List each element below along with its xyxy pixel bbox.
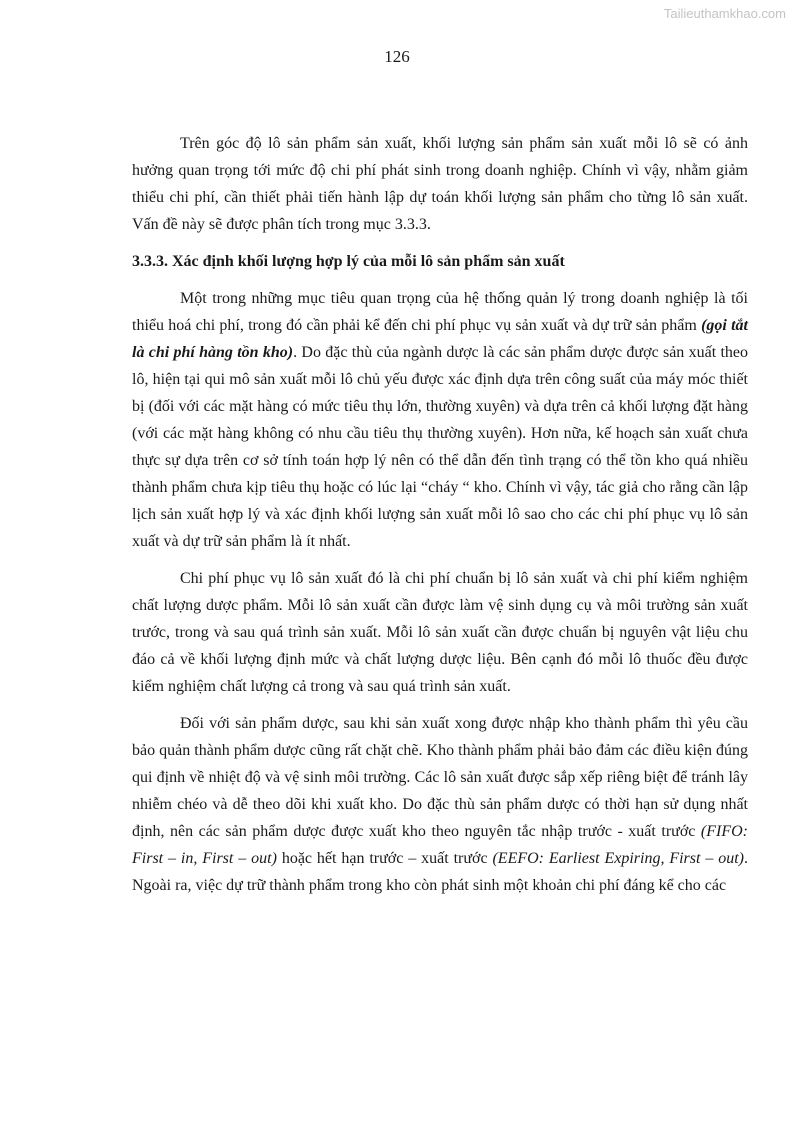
paragraph-objectives-text-2: . Do đặc thù của ngành dược là các sản phẩm dược được sản xuất theo lô, hiện tại qui mô sản xuất mỗi lô chủ yếu được xác định dựa trên công suất của máy móc thiết bị (đối với các mặt hàng có mức tiêu thụ lớn, thường xuyên) và dựa trên cả khối lượng đặt hàng (với các mặt hàng không có nhu cầu tiêu thụ thường xuyên). Hơn nữa, kế hoạch sản xuất chưa thực sự dựa trên cơ sở tính toán hợp lý nên có thể dẫn đến tình trạng có thể tồn kho quá nhiều thành phẩm chưa kịp tiêu thụ hoặc có lúc lại “cháy “ kho. Chính vì vậy, tác giả cho rằng cần lập lịch sản xuất hợp lý và xác định khối lượng sản xuất mỗi lô sao cho các chi phí phục vụ lô sản xuất và dự trữ sản phẩm là ít nhất. xyxy=(132,344,748,550)
paragraph-intro: Trên góc độ lô sản phẩm sản xuất, khối lượng sản phẩm sản xuất mỗi lô sẽ có ảnh hưởng quan trọng tới mức độ chi phí phát sinh trong doanh nghiệp. Chính vì vậy, nhằm giảm thiểu chi phí, cần thiết phải tiến hành lập dự toán khối lượng sản phẩm cho từng lô sản xuất. Vấn đề này sẽ được phân tích trong mục 3.3.3. xyxy=(132,135,748,233)
eefo-term: (EEFO: Earliest Expiring, First – out) xyxy=(492,850,745,867)
paragraph-storage-text-3: . Ngoài ra, việc dự trữ thành phẩm trong kho còn phát sinh một khoản chi phí đáng kể cho các xyxy=(132,850,749,894)
paragraph-storage-text-1: Đối với sản phẩm dược, sau khi sản xuất xong được nhập kho thành phẩm thì yêu cầu bảo quản thành phẩm dược cũng rất chặt chẽ. Kho thành phẩm phải bảo đảm các điều kiện đúng qui định về nhiệt độ và vệ sinh môi trường. Các lô sản xuất được sắp xếp riêng biệt để tránh lây nhiễm chéo và dễ theo dõi khi xuất kho. Do đặc thù sản phẩm dược có thời hạn sử dụng nhất định, nên các sản phẩm dược được xuất kho theo nguyên tắc nhập trước - xuất trước xyxy=(132,715,748,840)
paragraph-storage xyxy=(132,710,748,899)
page-number: 126 xyxy=(384,47,410,66)
paragraph-objectives xyxy=(132,285,748,555)
watermark-text: Tailieuthamkhao.com xyxy=(663,6,786,21)
fifo-term: (FIFO: First – in, First – out) xyxy=(132,823,748,867)
section-heading: 3.3.3. Xác định khối lượng hợp lý của mỗi lô sản phẩm sản xuất xyxy=(132,253,565,270)
inventory-cost-term: (gọi tắt là chi phí hàng tồn kho) xyxy=(132,317,749,361)
paragraph-objectives-text-1: Một trong những mục tiêu quan trọng của hệ thống quản lý trong doanh nghiệp là tối thiểu hoá chi phí, trong đó cần phải kể đến chi phí phục vụ sản xuất và dự trữ sản phẩm xyxy=(132,290,748,334)
paragraph-batch-costs: Chi phí phục vụ lô sản xuất đó là chi phí chuẩn bị lô sản xuất và chi phí kiểm nghiệm chất lượng dược phẩm. Mỗi lô sản xuất cần được làm vệ sinh dụng cụ và môi trường sản xuất trước, trong và sau quá trình sản xuất. Mỗi lô sản xuất cần được chuẩn bị nguyên vật liệu chu đáo cả về khối lượng định mức và chất lượng dược liệu. Bên cạnh đó mỗi lô thuốc đều được kiểm nghiệm chất lượng cả trong và sau quá trình sản xuất. xyxy=(132,570,748,695)
paragraph-storage-text-2: hoặc hết hạn trước – xuất trước xyxy=(276,850,493,867)
document-body xyxy=(132,130,748,909)
